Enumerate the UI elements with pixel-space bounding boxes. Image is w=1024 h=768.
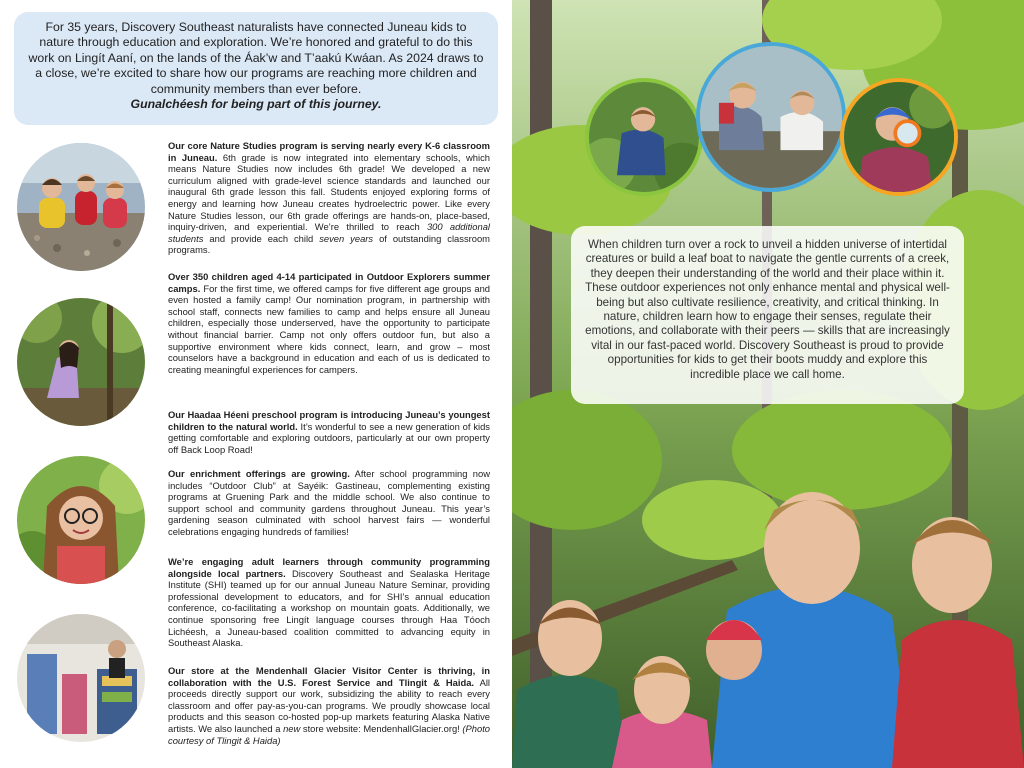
section-lead: We’re engaging adult learners through community programming alongside local partners. — [168, 556, 490, 579]
section-lead: Our store at the Mendenhall Glacier Visitor Center is thriving, in collaboration with the U.S. Forest Service and Tlingit & Haida. — [168, 665, 490, 688]
section-body: Discovery Southeast and Sealaska Heritage Institute (SHI) teamed up for our annual Juneau Nature Seminar, providing professional development to educators, and for SHI’s annual education conference, co-facilitating a workshop on mountain goats. Additionally, we continue sponsoring free Lingít language courses through Haa Tóoch Lichéesh, a Juneau-based coalition committed to advancing equity in Southeast Alaska. — [168, 567, 491, 649]
section-lead: Our enrichment offerings are growing. — [168, 468, 350, 479]
section-body: After school programming now includes “Outdoor Club” at Sayéik: Gastineau, complementing existing programs at Gruening Park and the middle school. We also continue to support school and community gardens throughout Juneau. This year’s gardening season culminated with school harvest fairs — wonderful celebrations engaging hundreds of families! — [168, 468, 490, 537]
section-enrichment — [168, 468, 490, 538]
section-body: For the first time, we offered camps for five different age groups and even hosted a family camp! Our nomination program, in partnership with school staff, connects new families to camp and helps ensure all Juneau children, especially those underserved, have the opportunity to participate without financial barrier. Camp not only offers outdoor fun, but also a supportive environment where kids connect, learn, and grow – most counselors have a background in education and each of us is dedicated to creating meaningful experiences for campers. — [168, 282, 490, 375]
intro-text: For 35 years, Discovery Southeast naturalists have connected Juneau kids to nature through education and exploration. We’re honored and grateful to do this work on Lingít Aaní, on the lands of the Áak’w and T’aakú Kwáan. As 2024 draws to a close, we’re excited to share how our programs are reaching more children and community members than ever before. — [28, 20, 484, 96]
section-emphasis: (Photo courtesy of Tlingit & Haida) — [168, 722, 491, 746]
photo-store — [17, 614, 145, 742]
section-emphasis: 300 additional students — [168, 221, 490, 244]
intro-box — [14, 12, 498, 125]
section-preschool — [168, 409, 490, 455]
right-page — [512, 0, 1024, 768]
photo-nature-studies — [17, 143, 145, 271]
section-body: It’s wonderful to see a new generation of kids getting comfortable and exploring outdoors, particularly at our own property off Back Loop Road! — [168, 420, 490, 455]
section-body: store website: MendenhallGlacier.org! — [300, 722, 463, 734]
section-lead: Our core Nature Studies program is serving nearly every K-6 classroom in Juneau. — [168, 140, 490, 163]
photo-preschool — [17, 456, 145, 584]
intro-thanks: Gunalchéesh for being part of this journey. — [130, 97, 382, 112]
section-outdoor-explorers — [168, 271, 490, 375]
section-lead: Over 350 children aged 4-14 participated in Outdoor Explorers summer camps. — [168, 271, 490, 294]
photo-circle-forest-child — [585, 78, 703, 196]
quote-text: When children turn over a rock to unveil a hidden universe of intertidal creatures or build a leaf boat to navigate the gentle currents of a creek, they deepen their understanding of the world and their place within it. These outdoor experiences not only enhance mental and physical well-being but also cultivate resilience, creativity, and critical thinking. In nature, children learn how to engage their senses, regulate their emotions, and collaborate with their peers — skills that are increasingly vital in our fast-paced world. Discovery Southeast is proud to provide opportunities for kids to get their boots muddy and explore this incredible place we call home. — [585, 238, 950, 381]
photo-circle-creek-kids — [696, 42, 846, 192]
section-emphasis: seven years — [319, 232, 374, 244]
section-body: and provide each child — [203, 232, 320, 244]
section-body: of outstanding classroom programs. — [168, 232, 490, 256]
section-body: 6th grade is now integrated into elementary schools, which means Nature Studies now includes 6th grade! We developed a new curriculum aligned with grade-level science standards and launched our inaugural 6th grade lesson this fall. Students enjoyed exploring forms of energy and learning how Juneau creates hydroelectric power. Like every Nature Studies lesson, our 6th grade offerings are hands-on, place-based, inquiry-driven, and experiential. We’re thrilled to reach — [168, 151, 490, 233]
section-store — [168, 665, 490, 746]
section-nature-studies — [168, 140, 490, 256]
section-body: All proceeds directly support our work, subsidizing the ability to reach every classroom and offer pay-as-you-can programs. We proudly showcase local products and this season co-hosted pop-up markets featuring Alaska Native artists. We also launched a — [168, 676, 490, 734]
section-lead: Our Haadaa Héeni preschool program is introducing Juneau’s youngest children to the natural world. — [168, 409, 490, 432]
section-adult-learners — [168, 556, 490, 649]
quote-box — [571, 226, 964, 404]
section-emphasis: new — [283, 722, 301, 734]
photo-circle-magnifier-child — [840, 78, 958, 196]
photo-outdoor-explorers — [17, 298, 145, 426]
